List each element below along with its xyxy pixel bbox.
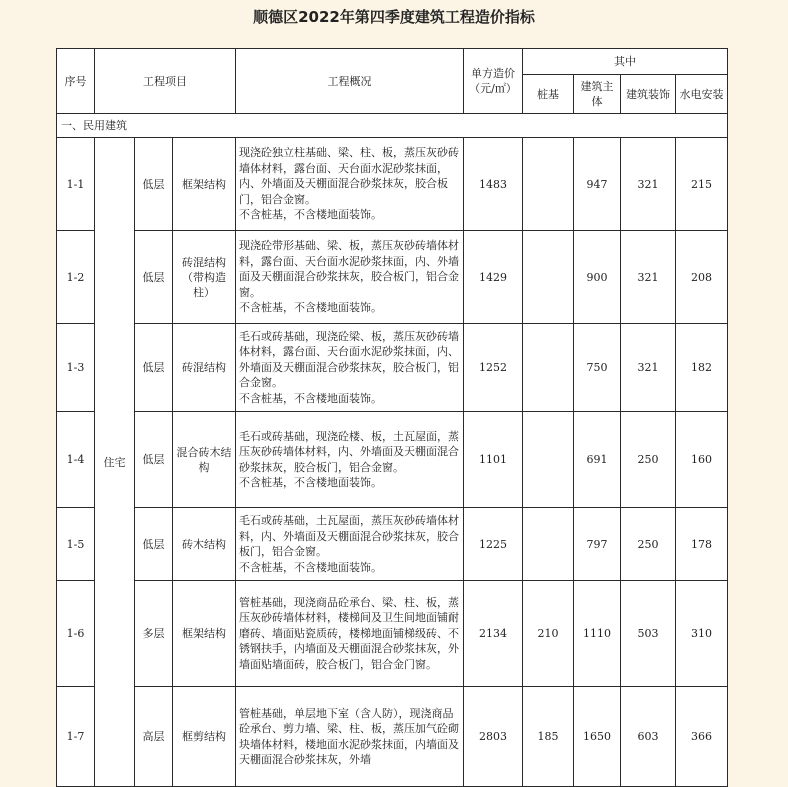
row-height: 低层 [135, 231, 173, 324]
header-unit-cost [464, 49, 523, 114]
row-decoration: 250 [621, 412, 676, 508]
row-seq: 1-6 [57, 581, 95, 687]
row-mep: 160 [676, 412, 728, 508]
row-mep: 366 [676, 687, 728, 787]
table-row [57, 412, 728, 508]
table-row [57, 324, 728, 412]
row-pile: 210 [523, 581, 574, 687]
row-main-body: 691 [574, 412, 621, 508]
row-seq: 1-1 [57, 138, 95, 231]
header-unit-cost-line1: 单方造价 [471, 67, 516, 80]
row-desc: 现浇砼独立柱基础、梁、柱、板，蒸压灰砂砖墙体材料，露台面、天台面水泥砂浆抹面，内、外墙面及天棚面混合砂浆抹灰，胶合板门，铝合金窗。 不含桩基，不含楼地面装饰。 [236, 138, 464, 231]
row-unit-cost: 1101 [464, 412, 523, 508]
row-decoration: 603 [621, 687, 676, 787]
row-main-body: 797 [574, 508, 621, 581]
table-row [57, 581, 728, 687]
table-row [57, 687, 728, 787]
table-row [57, 231, 728, 324]
row-desc: 管桩基础，单层地下室（含人防），现浇商品砼承台、剪力墙、梁、柱、板，蒸压加气砼砌块墙体材料，楼地面水泥砂浆抹面，内墙面及天棚面混合砂浆抹灰，外墙 [236, 687, 464, 787]
row-main-body: 900 [574, 231, 621, 324]
row-mep: 182 [676, 324, 728, 412]
row-decoration: 250 [621, 508, 676, 581]
row-structure: 砖混结构 [173, 324, 236, 412]
row-mep: 310 [676, 581, 728, 687]
header-among: 其中 [523, 49, 728, 75]
row-pile [523, 138, 574, 231]
row-main-body: 750 [574, 324, 621, 412]
row-structure: 框剪结构 [173, 687, 236, 787]
row-structure: 混合砖木结构 [173, 412, 236, 508]
row-decoration: 321 [621, 138, 676, 231]
row-desc: 毛石或砖基础，现浇砼楼、板，土瓦屋面，蒸压灰砂砖墙体材料，内、外墙面及天棚面混合砂浆抹灰，胶合板门，铝合金窗。 不含桩基，不含楼地面装饰。 [236, 412, 464, 508]
table-row [57, 508, 728, 581]
row-height: 多层 [135, 581, 173, 687]
header-mep: 水电安装 [676, 75, 728, 114]
row-unit-cost: 1483 [464, 138, 523, 231]
category-cell: 住宅 [95, 138, 135, 787]
row-mep: 208 [676, 231, 728, 324]
row-desc: 管桩基础，现浇商品砼承台、梁、柱、板，蒸压灰砂砖墙体材料，楼梯间及卫生间地面铺耐磨砖、墙面贴瓷质砖，楼梯地面铺梯级砖、不锈钢扶手，内墙面及天棚面混合砂浆抹灰，外墙面贴墙面砖，胶合板门，铝合金门窗。 [236, 581, 464, 687]
row-desc: 现浇砼带形基础、梁、板，蒸压灰砂砖墙体材料，露台面、天台面水泥砂浆抹面，内、外墙面及天棚面混合砂浆抹灰，胶合板门，铝合金窗。 不含桩基，不含楼地面装饰。 [236, 231, 464, 324]
header-decoration: 建筑装饰 [621, 75, 676, 114]
header-pile: 桩基 [523, 75, 574, 114]
row-height: 低层 [135, 508, 173, 581]
header-overview: 工程概况 [236, 49, 464, 114]
row-structure: 框架结构 [173, 138, 236, 231]
row-height: 低层 [135, 324, 173, 412]
row-unit-cost: 2134 [464, 581, 523, 687]
header-seq: 序号 [57, 49, 95, 114]
row-structure: 砖木结构 [173, 508, 236, 581]
header-main-body: 建筑主体 [574, 75, 621, 114]
row-decoration: 321 [621, 231, 676, 324]
row-mep: 215 [676, 138, 728, 231]
page-title: 顺德区2022年第四季度建筑工程造价指标 [253, 8, 535, 26]
row-height: 高层 [135, 687, 173, 787]
row-main-body: 1110 [574, 581, 621, 687]
row-decoration: 503 [621, 581, 676, 687]
row-pile: 185 [523, 687, 574, 787]
row-seq: 1-7 [57, 687, 95, 787]
row-pile [523, 412, 574, 508]
row-seq: 1-2 [57, 231, 95, 324]
row-height: 低层 [135, 138, 173, 231]
row-pile [523, 324, 574, 412]
row-decoration: 321 [621, 324, 676, 412]
row-structure: 砖混结构（带构造柱） [173, 231, 236, 324]
row-unit-cost: 1252 [464, 324, 523, 412]
row-desc: 毛石或砖基础，土瓦屋面，蒸压灰砂砖墙体材料，内、外墙面及天棚面混合砂浆抹灰，胶合板门，铝合金窗。 不含桩基，不含楼地面装饰。 [236, 508, 464, 581]
header-unit-cost-line2: （元/㎡） [469, 82, 517, 95]
row-mep: 178 [676, 508, 728, 581]
row-unit-cost: 2803 [464, 687, 523, 787]
row-unit-cost: 1225 [464, 508, 523, 581]
row-height: 低层 [135, 412, 173, 508]
header-project: 工程项目 [95, 49, 236, 114]
cost-index-table [56, 48, 728, 787]
section-heading: 一、民用建筑 [57, 114, 728, 138]
row-main-body: 1650 [574, 687, 621, 787]
row-seq: 1-3 [57, 324, 95, 412]
row-main-body: 947 [574, 138, 621, 231]
row-seq: 1-4 [57, 412, 95, 508]
row-pile [523, 231, 574, 324]
row-pile [523, 508, 574, 581]
row-seq: 1-5 [57, 508, 95, 581]
table-row [57, 138, 728, 231]
row-structure: 框架结构 [173, 581, 236, 687]
row-desc: 毛石或砖基础，现浇砼梁、板，蒸压灰砂砖墙体材料，露台面、天台面水泥砂浆抹面，内、外墙面及天棚面混合砂浆抹灰，胶合板门，铝合金窗。 不含桩基，不含楼地面装饰。 [236, 324, 464, 412]
row-unit-cost: 1429 [464, 231, 523, 324]
